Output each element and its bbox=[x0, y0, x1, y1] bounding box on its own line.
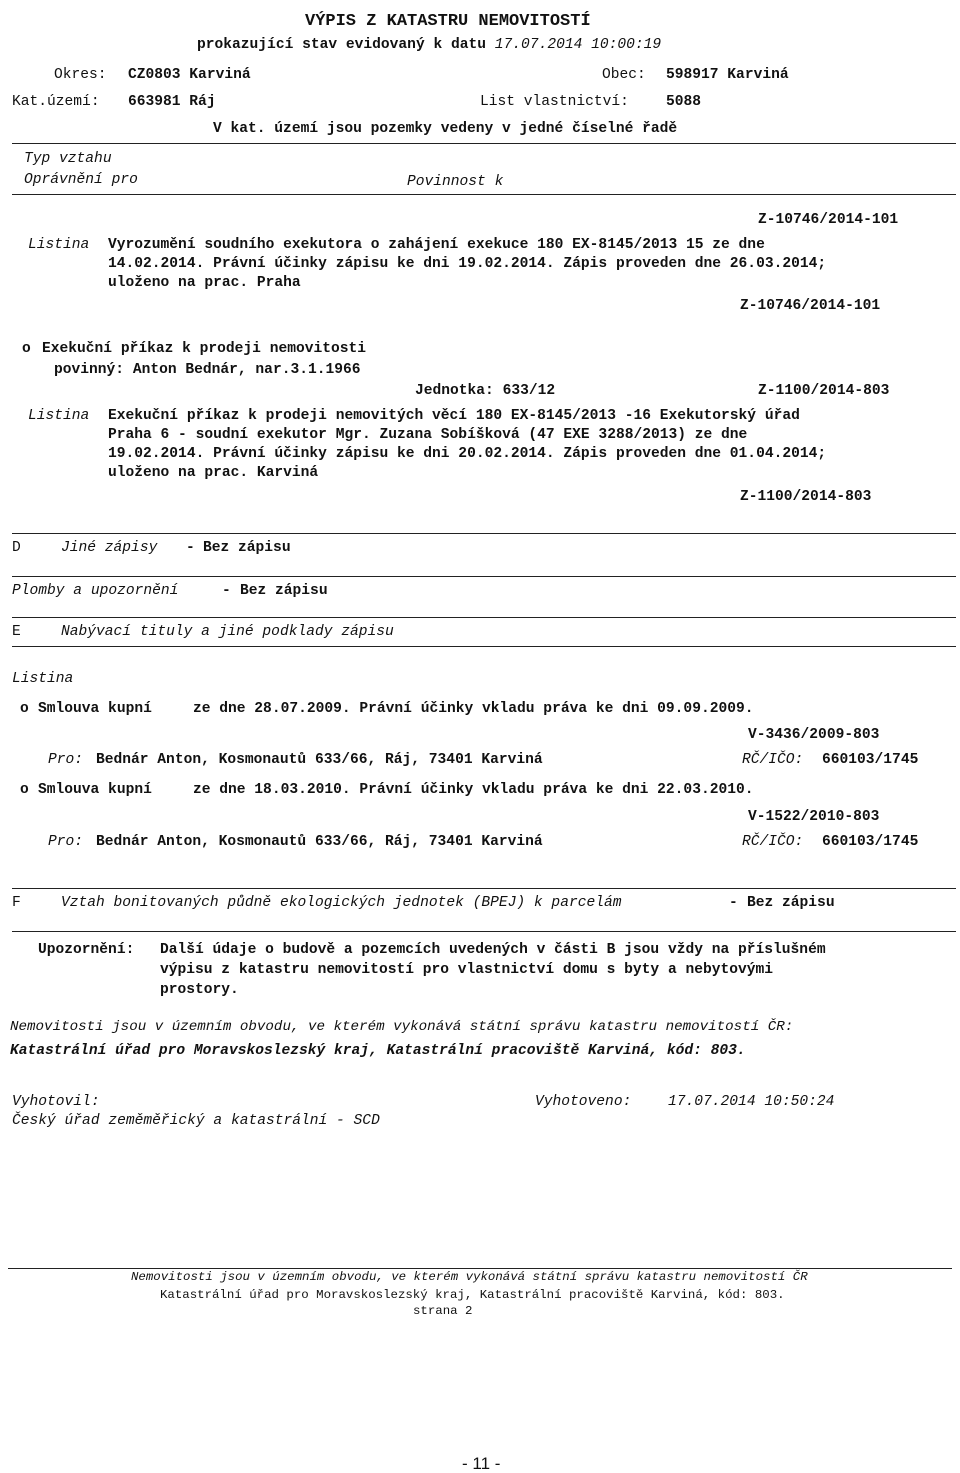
column-opravneni-pro: Oprávnění pro bbox=[24, 172, 138, 188]
document-title: VÝPIS Z KATASTRU NEMOVITOSTÍ bbox=[305, 12, 591, 31]
divider bbox=[12, 617, 956, 618]
divider bbox=[12, 533, 956, 534]
listina-text: Vyrozumění soudního exekutora o zahájení exekuce 180 EX-8145/2013 15 ze dne bbox=[108, 237, 765, 253]
plomby-label: Plomby a upozornění bbox=[12, 583, 179, 599]
rc-value: 660103/1745 bbox=[822, 752, 919, 768]
pro-label: Pro: bbox=[48, 752, 84, 768]
pro-value: Bednár Anton, Kosmonautů 633/66, Ráj, 73401 Karviná bbox=[96, 752, 543, 768]
footer-page: strana 2 bbox=[413, 1304, 473, 1318]
rc-label: RČ/IČO: bbox=[742, 834, 804, 850]
pro-value: Bednár Anton, Kosmonautů 633/66, Ráj, 73401 Karviná bbox=[96, 834, 543, 850]
section-f-label: Vztah bonitovaných půdně ekologických jednotek (BPEJ) k parcelám bbox=[61, 895, 622, 911]
obvod-text: Nemovitosti jsou v územním obvodu, ve kterém vykonává státní správu katastru nemovitostí ČR: bbox=[10, 1019, 794, 1035]
bullet: o bbox=[20, 701, 29, 717]
listina-text: Praha 6 - soudní exekutor Mgr. Zuzana Sobíšková (47 EXE 3288/2013) ze dne bbox=[108, 427, 748, 443]
listina-text: uloženo na prac. Praha bbox=[108, 275, 301, 291]
list-vlastnictvi-label: List vlastnictví: bbox=[480, 94, 629, 110]
divider bbox=[12, 888, 956, 889]
section-d-label: Jiné zápisy bbox=[61, 540, 158, 556]
section-f-value: Bez zápisu bbox=[747, 895, 835, 911]
section-f-letter: F bbox=[12, 895, 21, 911]
divider bbox=[12, 646, 956, 647]
bullet: o bbox=[22, 341, 31, 357]
upozorneni-text: Další údaje o budově a pozemcích uvedených v části B jsou vždy na příslušném bbox=[160, 942, 826, 958]
divider bbox=[12, 576, 956, 577]
listina-text: Exekuční příkaz k prodeji nemovitých věcí 180 EX-8145/2013 -16 Exekutorský úřad bbox=[108, 408, 800, 424]
vyhotovil-value: Český úřad zeměměřický a katastrální - SCD bbox=[12, 1113, 380, 1129]
vyhotoveno-label: Vyhotoveno: bbox=[535, 1094, 632, 1110]
obec-label: Obec: bbox=[602, 67, 646, 83]
reference-number: V-3436/2009-803 bbox=[748, 727, 880, 743]
obvod-office: Katastrální úřad pro Moravskoslezský kraj, Katastrální pracoviště Karviná, kód: 803. bbox=[10, 1043, 746, 1059]
listina-label: Listina bbox=[28, 408, 90, 424]
povinny-text: povinný: Anton Bednár, nar.3.1.1966 bbox=[54, 362, 361, 378]
cislena-rada-note: V kat. území jsou pozemky vedeny v jedné číselné řadě bbox=[213, 121, 678, 137]
okres-value: CZ0803 Karviná bbox=[128, 67, 251, 83]
pro-label: Pro: bbox=[48, 834, 84, 850]
upozorneni-text: prostory. bbox=[160, 982, 239, 998]
listina-label: Listina bbox=[12, 671, 74, 687]
divider bbox=[12, 143, 956, 144]
listina-text: 14.02.2014. Právní účinky zápisu ke dni 19.02.2014. Zápis proveden dne 26.03.2014; bbox=[108, 256, 827, 272]
vyhotoveno-value: 17.07.2014 10:50:24 bbox=[668, 1094, 835, 1110]
footer-line: Katastrální úřad pro Moravskoslezský kraj, Katastrální pracoviště Karviná, kód: 803. bbox=[160, 1288, 785, 1302]
divider bbox=[12, 931, 956, 932]
subtitle-prefix: prokazující stav evidovaný k datu bbox=[197, 37, 487, 53]
rc-value: 660103/1745 bbox=[822, 834, 919, 850]
footer-line: Nemovitosti jsou v územním obvodu, ve kterém vykonává státní správu katastru nemovitostí ČR bbox=[131, 1270, 808, 1284]
section-e-letter: E bbox=[12, 624, 21, 640]
obec-value: 598917 Karviná bbox=[666, 67, 789, 83]
item-title: Smlouva kupní bbox=[38, 782, 152, 798]
section-e-label: Nabývací tituly a jiné podklady zápisu bbox=[61, 624, 394, 640]
plomby-value: Bez zápisu bbox=[240, 583, 328, 599]
reference-number: Z-10746/2014-101 bbox=[758, 212, 899, 228]
subtitle-date: 17.07.2014 10:00:19 bbox=[494, 37, 662, 53]
kat-uzemi-value: 663981 Ráj bbox=[128, 94, 216, 110]
jednotka-text: Jednotka: 633/12 bbox=[415, 383, 556, 399]
reference-number: Z-1100/2014-803 bbox=[758, 383, 890, 399]
section-d-dash: - bbox=[186, 540, 195, 556]
reference-number: Z-10746/2014-101 bbox=[740, 298, 881, 314]
item-title: Smlouva kupní bbox=[38, 701, 152, 717]
page-number: - 11 - bbox=[462, 1454, 501, 1473]
plomby-dash: - bbox=[222, 583, 231, 599]
reference-number: Z-1100/2014-803 bbox=[740, 489, 872, 505]
item-text: ze dne 28.07.2009. Právní účinky vkladu práva ke dni 09.09.2009. bbox=[193, 701, 754, 717]
section-d-letter: D bbox=[12, 540, 21, 556]
item-title: Exekuční příkaz k prodeji nemovitosti bbox=[42, 341, 367, 357]
upozorneni-text: výpisu z katastru nemovitostí pro vlastnictví domu s byty a nebytovými bbox=[160, 962, 774, 978]
item-text: ze dne 18.03.2010. Právní účinky vkladu práva ke dni 22.03.2010. bbox=[193, 782, 754, 798]
rc-label: RČ/IČO: bbox=[742, 752, 804, 768]
section-d-value: Bez zápisu bbox=[203, 540, 291, 556]
okres-label: Okres: bbox=[54, 67, 107, 83]
listina-text: uloženo na prac. Karviná bbox=[108, 465, 319, 481]
reference-number: V-1522/2010-803 bbox=[748, 809, 880, 825]
column-typ-vztahu: Typ vztahu bbox=[24, 151, 112, 167]
section-f-dash: - bbox=[729, 895, 738, 911]
column-povinnost-k: Povinnost k bbox=[407, 174, 504, 190]
document-subtitle bbox=[197, 36, 661, 55]
listina-text: 19.02.2014. Právní účinky zápisu ke dni 20.02.2014. Zápis proveden dne 01.04.2014; bbox=[108, 446, 827, 462]
list-vlastnictvi-value: 5088 bbox=[666, 94, 702, 110]
listina-label: Listina bbox=[28, 237, 90, 253]
kat-uzemi-label: Kat.území: bbox=[12, 94, 100, 110]
divider bbox=[12, 194, 956, 195]
bullet: o bbox=[20, 782, 29, 798]
vyhotovil-label: Vyhotovil: bbox=[12, 1094, 100, 1110]
upozorneni-label: Upozornění: bbox=[38, 942, 135, 958]
